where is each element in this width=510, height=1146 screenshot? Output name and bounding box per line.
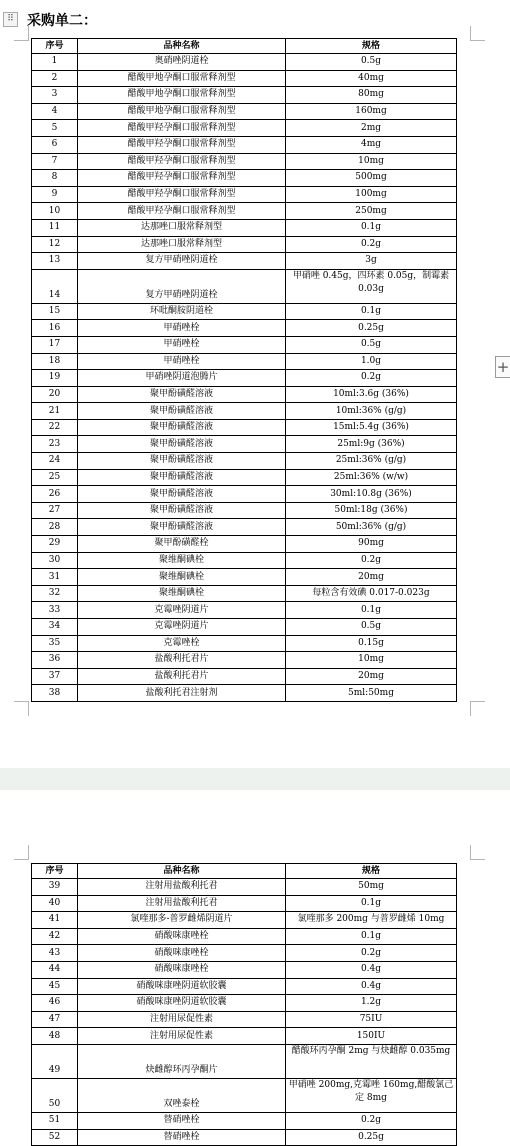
row-name: 醋酸甲地孕酮口服常释剂型 — [78, 103, 286, 120]
row-name: 聚甲酚磺醛溶液 — [78, 436, 286, 453]
row-name: 注射用尿促性素 — [78, 1011, 286, 1028]
row-seq: 26 — [32, 486, 78, 503]
row-spec: 0.5g — [286, 336, 457, 353]
row-seq: 51 — [32, 1112, 78, 1129]
row-seq: 11 — [32, 219, 78, 236]
table-row — [32, 303, 457, 320]
row-name: 氯喹那多-普罗雌烯阴道片 — [78, 912, 286, 929]
row-name: 聚甲酚磺醛溶液 — [78, 386, 286, 403]
table-row — [32, 103, 457, 120]
table-row — [32, 1129, 457, 1146]
table-row — [32, 120, 457, 137]
table-row — [32, 469, 457, 486]
table-row — [32, 386, 457, 403]
table-row — [32, 978, 457, 995]
row-spec: 50ml:36% (g/g) — [286, 519, 457, 536]
row-name: 盐酸利托君注射剂 — [78, 685, 286, 702]
table-row — [32, 419, 457, 436]
table-row — [32, 536, 457, 553]
row-spec: 5ml:50mg — [286, 685, 457, 702]
row-spec: 4mg — [286, 136, 457, 153]
row-spec: 75IU — [286, 1011, 457, 1028]
row-spec: 0.2g — [286, 236, 457, 253]
row-spec: 1.2g — [286, 995, 457, 1012]
crop-mark-top-right — [470, 845, 485, 860]
table-row — [32, 219, 457, 236]
header-spec: 规格 — [286, 864, 457, 879]
table-row — [32, 879, 457, 896]
row-name: 复方甲硝唑阴道栓 — [78, 253, 286, 270]
table-row — [32, 453, 457, 470]
row-spec: 0.2g — [286, 370, 457, 387]
procurement-table-part-1 — [31, 38, 457, 702]
row-spec: 10mg — [286, 652, 457, 669]
row-seq: 43 — [32, 945, 78, 962]
row-name: 注射用盐酸利托君 — [78, 895, 286, 912]
header-name: 品种名称 — [78, 864, 286, 879]
row-seq: 5 — [32, 120, 78, 137]
table-row — [32, 486, 457, 503]
table-row — [32, 1044, 457, 1078]
row-spec: 0.4g — [286, 961, 457, 978]
table-header-row — [32, 39, 457, 54]
crop-mark-top-left — [14, 845, 29, 860]
row-seq: 10 — [32, 203, 78, 220]
table-row — [32, 370, 457, 387]
table-row — [32, 912, 457, 929]
row-seq: 52 — [32, 1129, 78, 1146]
row-seq: 3 — [32, 87, 78, 104]
row-spec: 150IU — [286, 1028, 457, 1045]
row-name: 醋酸甲羟孕酮口服常释剂型 — [78, 120, 286, 137]
table-row — [32, 136, 457, 153]
row-spec: 10ml:36% (g/g) — [286, 403, 457, 420]
row-seq: 31 — [32, 569, 78, 586]
row-spec: 250mg — [286, 203, 457, 220]
row-seq: 45 — [32, 978, 78, 995]
row-seq: 30 — [32, 552, 78, 569]
row-seq: 47 — [32, 1011, 78, 1028]
row-spec: 0.25g — [286, 1129, 457, 1146]
row-name: 醋酸甲羟孕酮口服常释剂型 — [78, 153, 286, 170]
row-spec: 0.1g — [286, 928, 457, 945]
row-spec: 3g — [286, 253, 457, 270]
row-seq: 21 — [32, 403, 78, 420]
row-spec: 50ml:18g (36%) — [286, 502, 457, 519]
row-seq: 49 — [32, 1044, 78, 1078]
row-seq: 40 — [32, 895, 78, 912]
row-seq: 23 — [32, 436, 78, 453]
row-spec: 甲硝唑 200mg,克霉唑 160mg,醋酸氯己定 8mg — [286, 1078, 457, 1112]
row-seq: 29 — [32, 536, 78, 553]
row-spec: 每粒含有效碘 0.017-0.023g — [286, 585, 457, 602]
row-spec: 0.1g — [286, 602, 457, 619]
procurement-table-part-2 — [31, 863, 457, 1146]
row-spec: 50mg — [286, 879, 457, 896]
table-row — [32, 236, 457, 253]
table-header-row — [32, 864, 457, 879]
row-spec: 15ml:5.4g (36%) — [286, 419, 457, 436]
row-spec: 160mg — [286, 103, 457, 120]
row-name: 替硝唑栓 — [78, 1129, 286, 1146]
row-seq: 27 — [32, 502, 78, 519]
row-seq: 46 — [32, 995, 78, 1012]
table-row — [32, 652, 457, 669]
row-seq: 13 — [32, 253, 78, 270]
row-seq: 25 — [32, 469, 78, 486]
row-seq: 22 — [32, 419, 78, 436]
table-row — [32, 685, 457, 702]
row-spec: 0.1g — [286, 303, 457, 320]
header-seq: 序号 — [32, 39, 78, 54]
row-name: 甲硝唑栓 — [78, 336, 286, 353]
table-row — [32, 895, 457, 912]
table-row — [32, 54, 457, 71]
row-spec: 0.5g — [286, 619, 457, 636]
row-seq: 15 — [32, 303, 78, 320]
table-row — [32, 635, 457, 652]
row-name: 聚甲酚磺醛溶液 — [78, 519, 286, 536]
row-seq: 35 — [32, 635, 78, 652]
row-name: 硝酸咪康唑阴道软胶囊 — [78, 978, 286, 995]
row-name: 聚甲酚磺醛溶液 — [78, 486, 286, 503]
row-spec: 0.25g — [286, 320, 457, 337]
row-seq: 16 — [32, 320, 78, 337]
row-name: 硝酸咪康唑栓 — [78, 945, 286, 962]
row-name: 聚维酮碘栓 — [78, 552, 286, 569]
document-title: 采购单二： — [27, 13, 97, 29]
header-spec: 规格 — [286, 39, 457, 54]
row-name: 炔雌醇环丙孕酮片 — [78, 1044, 286, 1078]
table-row — [32, 203, 457, 220]
row-seq: 32 — [32, 585, 78, 602]
row-name: 注射用盐酸利托君 — [78, 879, 286, 896]
table-row — [32, 153, 457, 170]
row-name: 克霉唑阴道片 — [78, 619, 286, 636]
row-seq: 28 — [32, 519, 78, 536]
table-row — [32, 186, 457, 203]
row-name: 聚维酮碘栓 — [78, 585, 286, 602]
row-name: 聚甲酚磺醛溶液 — [78, 469, 286, 486]
row-spec: 25ml:36% (g/g) — [286, 453, 457, 470]
row-spec: 10mg — [286, 153, 457, 170]
row-seq: 34 — [32, 619, 78, 636]
row-seq: 33 — [32, 602, 78, 619]
add-row-plus-icon[interactable]: + — [495, 356, 510, 378]
row-spec: 氯喹那多 200mg 与普罗雌烯 10mg — [286, 912, 457, 929]
row-seq: 12 — [32, 236, 78, 253]
row-seq: 48 — [32, 1028, 78, 1045]
row-spec: 500mg — [286, 170, 457, 187]
row-seq: 6 — [32, 136, 78, 153]
table-row — [32, 320, 457, 337]
row-name: 聚甲酚磺醛溶液 — [78, 419, 286, 436]
row-spec: 0.2g — [286, 945, 457, 962]
table-row — [32, 961, 457, 978]
row-spec: 醋酸环丙孕酮 2mg 与炔雌醇 0.035mg — [286, 1044, 457, 1078]
row-name: 甲硝唑栓 — [78, 320, 286, 337]
crop-mark-bottom-left — [14, 701, 29, 716]
table-row — [32, 269, 457, 303]
row-name: 醋酸甲地孕酮口服常释剂型 — [78, 87, 286, 104]
table-row — [32, 569, 457, 586]
table-row — [32, 1028, 457, 1045]
table-row — [32, 668, 457, 685]
row-seq: 41 — [32, 912, 78, 929]
row-name: 甲硝唑阴道泡腾片 — [78, 370, 286, 387]
table-row — [32, 70, 457, 87]
table-row — [32, 945, 457, 962]
table-row — [32, 353, 457, 370]
row-seq: 37 — [32, 668, 78, 685]
row-seq: 24 — [32, 453, 78, 470]
row-spec: 30ml:10.8g (36%) — [286, 486, 457, 503]
table-move-handle-icon[interactable]: ⠿ — [3, 12, 18, 27]
row-seq: 14 — [32, 269, 78, 303]
row-name: 硝酸咪康唑阴道软胶囊 — [78, 995, 286, 1012]
row-spec: 25ml:9g (36%) — [286, 436, 457, 453]
row-name: 硝酸咪康唑栓 — [78, 928, 286, 945]
header-name: 品种名称 — [78, 39, 286, 54]
row-name: 聚甲酚磺醛溶液 — [78, 403, 286, 420]
row-name: 克霉唑栓 — [78, 635, 286, 652]
row-seq: 36 — [32, 652, 78, 669]
row-spec: 20mg — [286, 668, 457, 685]
row-seq: 19 — [32, 370, 78, 387]
row-name: 聚甲酚磺醛栓 — [78, 536, 286, 553]
row-seq: 1 — [32, 54, 78, 71]
row-name: 双唑泰栓 — [78, 1078, 286, 1112]
row-name: 注射用尿促性素 — [78, 1028, 286, 1045]
table-row — [32, 602, 457, 619]
row-spec: 0.15g — [286, 635, 457, 652]
row-seq: 42 — [32, 928, 78, 945]
table-row — [32, 585, 457, 602]
table-row — [32, 619, 457, 636]
row-name: 克霉唑阴道片 — [78, 602, 286, 619]
table-row — [32, 336, 457, 353]
row-seq: 38 — [32, 685, 78, 702]
row-spec: 0.5g — [286, 54, 457, 71]
row-spec: 25ml:36% (w/w) — [286, 469, 457, 486]
row-spec: 40mg — [286, 70, 457, 87]
crop-mark-top-right — [470, 26, 485, 41]
crop-mark-bottom-right — [470, 701, 485, 716]
table-row — [32, 1011, 457, 1028]
row-spec: 20mg — [286, 569, 457, 586]
row-name: 环吡酮胺阴道栓 — [78, 303, 286, 320]
row-name: 聚甲酚磺醛溶液 — [78, 453, 286, 470]
row-seq: 8 — [32, 170, 78, 187]
row-seq: 4 — [32, 103, 78, 120]
table-row — [32, 519, 457, 536]
table-row — [32, 995, 457, 1012]
row-seq: 50 — [32, 1078, 78, 1112]
row-spec: 0.2g — [286, 552, 457, 569]
row-spec: 90mg — [286, 536, 457, 553]
row-spec: 10ml:3.6g (36%) — [286, 386, 457, 403]
row-spec: 2mg — [286, 120, 457, 137]
row-spec: 100mg — [286, 186, 457, 203]
row-spec: 0.2g — [286, 1112, 457, 1129]
row-seq: 9 — [32, 186, 78, 203]
row-name: 醋酸甲羟孕酮口服常释剂型 — [78, 186, 286, 203]
page-gap — [0, 768, 510, 790]
row-spec: 0.1g — [286, 895, 457, 912]
row-seq: 18 — [32, 353, 78, 370]
table-row — [32, 1078, 457, 1112]
table-row — [32, 253, 457, 270]
row-name: 醋酸甲羟孕酮口服常释剂型 — [78, 203, 286, 220]
table-row — [32, 928, 457, 945]
row-name: 甲硝唑栓 — [78, 353, 286, 370]
table-row — [32, 403, 457, 420]
row-name: 复方甲硝唑阴道栓 — [78, 269, 286, 303]
row-seq: 7 — [32, 153, 78, 170]
row-name: 奥硝唑阴道栓 — [78, 54, 286, 71]
row-spec: 甲硝唑 0.45g，四环素 0.05g，制霉素 0.03g — [286, 269, 457, 303]
row-name: 醋酸甲地孕酮口服常释剂型 — [78, 70, 286, 87]
table-row — [32, 170, 457, 187]
row-name: 聚甲酚磺醛溶液 — [78, 502, 286, 519]
row-name: 达那唑口服常释剂型 — [78, 236, 286, 253]
table-row — [32, 87, 457, 104]
document-page-2 — [0, 790, 510, 1143]
row-name: 硝酸咪康唑栓 — [78, 961, 286, 978]
row-spec: 0.1g — [286, 219, 457, 236]
row-seq: 17 — [32, 336, 78, 353]
row-seq: 39 — [32, 879, 78, 896]
row-seq: 2 — [32, 70, 78, 87]
row-name: 盐酸利托君片 — [78, 652, 286, 669]
table-row — [32, 436, 457, 453]
row-seq: 20 — [32, 386, 78, 403]
table-row — [32, 502, 457, 519]
row-spec: 80mg — [286, 87, 457, 104]
row-name: 聚维酮碘栓 — [78, 569, 286, 586]
header-seq: 序号 — [32, 864, 78, 879]
row-name: 替硝唑栓 — [78, 1112, 286, 1129]
row-spec: 1.0g — [286, 353, 457, 370]
row-name: 醋酸甲羟孕酮口服常释剂型 — [78, 136, 286, 153]
row-name: 盐酸利托君片 — [78, 668, 286, 685]
table-row — [32, 552, 457, 569]
row-spec: 0.4g — [286, 978, 457, 995]
table-row — [32, 1112, 457, 1129]
row-seq: 44 — [32, 961, 78, 978]
row-name: 达那唑口服常释剂型 — [78, 219, 286, 236]
row-name: 醋酸甲羟孕酮口服常释剂型 — [78, 170, 286, 187]
